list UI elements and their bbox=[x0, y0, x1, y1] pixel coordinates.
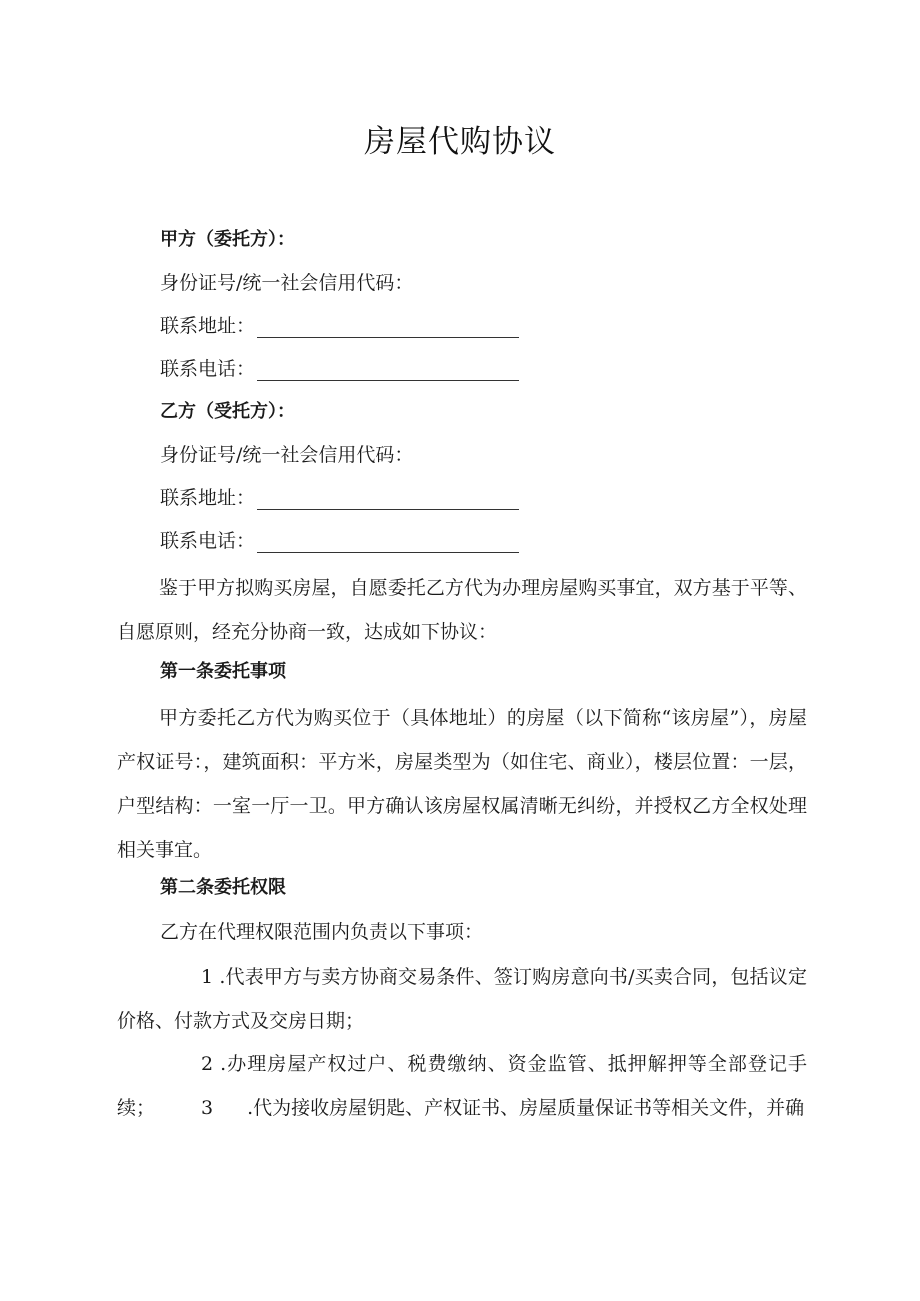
party-a-phone-blank bbox=[257, 360, 519, 381]
party-a-phone-label: 联系电话： bbox=[160, 358, 256, 380]
party-b-phone-label: 联系电话： bbox=[160, 530, 256, 552]
party-a-address-blank bbox=[257, 317, 519, 338]
article-2-intro: 乙方在代理权限范围内负责以下事项： bbox=[160, 921, 484, 943]
item-1-text: .代表甲方与卖方协商交易条件、签订购房意向书/买卖合同，包括议定价格、付款方式及交房日期； bbox=[117, 966, 807, 1032]
preamble-paragraph: 鉴于甲方拟购买房屋，自愿委托乙方代为办理房屋购买事宜，双方基于平等、自愿原则，经充分协商一致，达成如下协议： bbox=[117, 577, 807, 643]
party-a-address bbox=[160, 314, 519, 338]
document-title: 房屋代购协议 bbox=[364, 124, 556, 160]
item-3-number: 3 bbox=[201, 1097, 214, 1119]
party-b-address-blank bbox=[257, 489, 519, 510]
article-1-heading: 第一条委托事项 bbox=[160, 661, 286, 682]
article-2-item-3 bbox=[117, 1086, 807, 1130]
item-3-text: .代为接收房屋钥匙、产权证书、房屋质量保证书等相关文件，并确 bbox=[247, 1097, 805, 1119]
party-a-address-label: 联系地址： bbox=[160, 315, 256, 337]
article-1-body: 甲方委托乙方代为购买位于（具体地址）的房屋（以下简称“该房屋”），房屋产权证号：，建筑面积：平方米，房屋类型为（如住宅、商业），楼层位置：一层，户型结构：一室一厅一卫。甲方确认该房屋权属清晰无纠纷，并授权乙方全权处理相关事宜。 bbox=[117, 707, 807, 861]
party-b-id-label: 身份证号/统一社会信用代码： bbox=[160, 444, 414, 466]
party-a-heading: 甲方（委托方）： bbox=[160, 229, 295, 250]
item-1-number: 1 bbox=[201, 966, 214, 988]
party-b-phone bbox=[160, 529, 519, 553]
article-2-item-1 bbox=[117, 955, 807, 1043]
party-b-address bbox=[160, 486, 519, 510]
item-2-number: 2 bbox=[201, 1053, 214, 1075]
party-a-phone bbox=[160, 357, 519, 381]
party-a-id-label: 身份证号/统一社会信用代码： bbox=[160, 272, 414, 294]
item-2-text: .办理房屋产权过户、税费缴纳、资金监管、抵押解押等全部登记手续； bbox=[117, 1053, 807, 1119]
party-b-phone-blank bbox=[257, 532, 519, 553]
party-b-address-label: 联系地址： bbox=[160, 487, 256, 509]
article-2-heading: 第二条委托权限 bbox=[160, 877, 286, 898]
party-b-heading: 乙方（受托方）： bbox=[160, 401, 295, 422]
